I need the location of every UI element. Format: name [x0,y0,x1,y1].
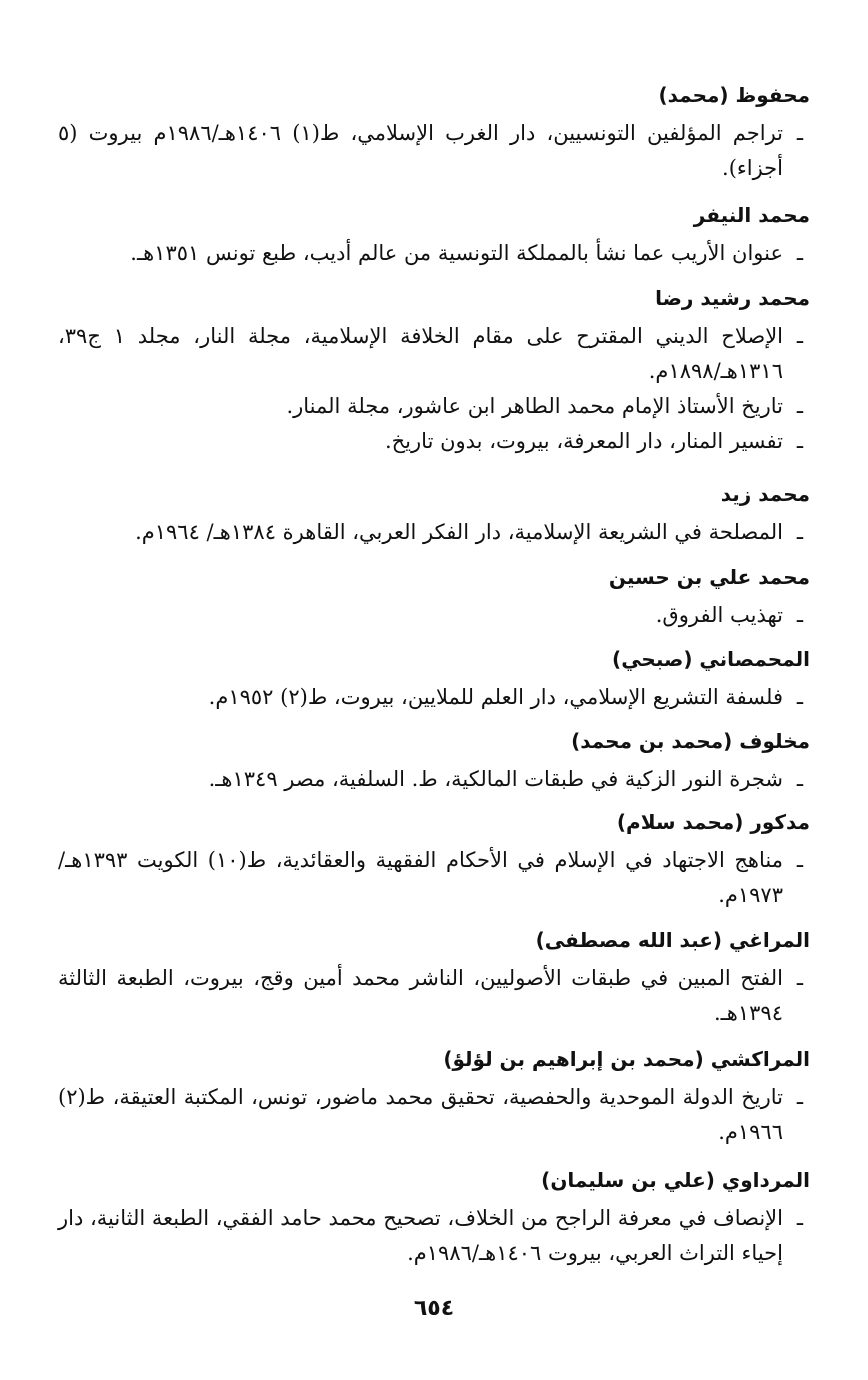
list-dash: ـ [796,121,804,145]
author-name: مدكور (محمد سلام) [616,810,810,834]
work-text: الإصلاح الديني المقترح على مقام الخلافة الإسلامية، مجلة النار، مجلد ١ ج٣٩، ١٣١٦هـ/١٨٩٨م. [58,324,784,383]
author-name: المحمصاني (صبحي) [612,647,810,671]
work-item [58,1201,810,1271]
bibliography-entry [58,726,810,797]
work-text: عنوان الأريب عما نشأ بالمملكة التونسية من عالم أديب، طبع تونس ١٣٥١هـ. [130,241,783,265]
bibliography-entry [58,283,810,459]
work-text: شجرة النور الزكية في طبقات المالكية، ط. السلفية، مصر ١٣٤٩هـ. [208,767,783,791]
work-item [58,598,810,633]
author-name: محمد علي بن حسين [608,565,810,589]
work-text: الفتح المبين في طبقات الأصوليين، الناشر محمد أمين وقج، بيروت، الطبعة الثالثة ١٣٩٤هـ. [58,966,783,1025]
work-text: تفسير المنار، دار المعرفة، بيروت، بدون تاريخ. [384,429,783,453]
work-text: فلسفة التشريع الإسلامي، دار العلم للملايين، بيروت، ط(٢) ١٩٥٢م. [208,685,783,709]
author-name: محمد زيد [720,482,810,506]
list-dash: ـ [796,966,804,990]
work-text: المصلحة في الشريعة الإسلامية، دار الفكر العربي، القاهرة ١٣٨٤هـ/ ١٩٦٤م. [135,520,783,544]
work-item [58,389,810,424]
work-item [58,762,810,797]
list-dash: ـ [796,520,804,544]
bibliography-entry [58,1165,810,1271]
bibliography-entry [58,925,810,1031]
list-dash: ـ [796,1085,804,1109]
author-name: المرداوي (علي بن سليمان) [541,1168,810,1192]
work-item [58,319,810,389]
work-item [58,424,810,459]
author-name: المراكشي (محمد بن إبراهيم بن لؤلؤ) [443,1047,810,1071]
author-name: محمد رشيد رضا [655,286,810,310]
work-item [58,1080,810,1150]
list-dash: ـ [796,685,804,709]
work-item [58,843,810,913]
author-name: مخلوف (محمد بن محمد) [571,729,810,753]
bibliography-entry [58,479,810,550]
list-dash: ـ [796,394,804,418]
bibliography-entry [58,80,810,186]
work-text: تاريخ الدولة الموحدية والحفصية، تحقيق محمد ماضور، تونس، المكتبة العتيقة، ط(٢) ١٩٦٦م. [58,1085,783,1144]
list-dash: ـ [796,848,804,872]
bibliography-entry [58,807,810,913]
bibliography-entry [58,200,810,271]
bibliography-entry [58,562,810,633]
work-text: تهذيب الفروق. [655,603,783,627]
work-text: مناهج الاجتهاد في الإسلام في الأحكام الفقهية والعقائدية، ط(١٠) الكويت ١٣٩٣هـ/ ١٩٧٣م. [58,848,783,907]
list-dash: ـ [796,603,804,627]
bibliography-entry [58,1044,810,1150]
work-item [58,236,810,271]
author-name: محفوظ (محمد) [658,83,810,107]
work-item [58,961,810,1031]
list-dash: ـ [796,767,804,791]
list-dash: ـ [796,241,804,265]
bibliography-entry [58,644,810,715]
work-item [58,680,810,715]
work-text: الإنصاف في معرفة الراجح من الخلاف، تصحيح محمد حامد الفقي، الطبعة الثانية، دار إحياء التراث العربي، بيروت ١٤٠٦هـ/١٩٨٦م. [58,1206,783,1265]
author-name: محمد النيفر [693,203,810,227]
work-item [58,116,810,186]
list-dash: ـ [796,1206,804,1230]
work-text: تاريخ الأستاذ الإمام محمد الطاهر ابن عاشور، مجلة المنار. [286,394,783,418]
list-dash: ـ [796,324,804,348]
author-name: المراغي (عبد الله مصطفى) [535,928,810,952]
work-text: تراجم المؤلفين التونسيين، دار الغرب الإسلامي، ط(١) ١٤٠٦هـ/١٩٨٦م بيروت (٥ أجزاء). [58,121,783,180]
list-dash: ـ [796,429,804,453]
work-item [58,515,810,550]
page-number: ٦٥٤ [413,1296,455,1321]
